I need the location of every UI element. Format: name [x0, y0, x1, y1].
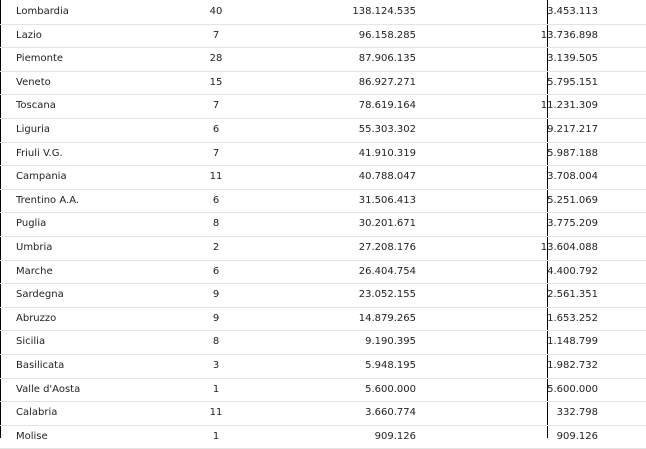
table-row	[0, 1, 646, 24]
total-cell: 909.126	[374, 430, 416, 442]
region-cell: Umbria	[16, 241, 53, 253]
average-cell: 13.736.898	[540, 29, 598, 41]
region-cell: Marche	[16, 265, 53, 277]
average-cell: 1.653.252	[547, 312, 598, 324]
table-row	[0, 260, 646, 284]
table-row	[0, 402, 646, 426]
total-cell: 41.910.319	[358, 147, 416, 159]
average-cell: 5.600.000	[547, 383, 598, 395]
count-cell: 15	[209, 76, 223, 88]
count-cell: 6	[212, 265, 220, 277]
average-cell: 4.400.792	[547, 265, 598, 277]
region-cell: Toscana	[16, 100, 56, 112]
region-cell: Puglia	[16, 218, 47, 230]
table-row	[0, 284, 646, 308]
total-cell: 31.506.413	[358, 194, 416, 206]
count-cell: 9	[212, 289, 220, 301]
table-row	[0, 142, 646, 166]
count-cell: 28	[209, 53, 223, 65]
regions-table-body	[0, 1, 646, 449]
region-cell: Abruzzo	[16, 312, 57, 324]
count-cell: 7	[212, 100, 220, 112]
average-cell: 2.561.351	[547, 289, 598, 301]
table-row	[0, 118, 646, 142]
count-cell: 7	[212, 29, 220, 41]
regions-table	[0, 1, 646, 449]
count-cell: 9	[212, 312, 220, 324]
total-cell: 5.948.195	[365, 359, 416, 371]
count-cell: 6	[212, 123, 220, 135]
count-cell: 2	[212, 241, 220, 253]
total-cell: 14.879.265	[358, 312, 416, 324]
total-cell: 23.052.155	[358, 289, 416, 301]
table-row	[0, 95, 646, 119]
average-cell: 3.775.209	[547, 218, 598, 230]
average-cell: 5.251.069	[547, 194, 598, 206]
region-cell: Sardegna	[16, 289, 64, 301]
count-cell: 1	[212, 383, 220, 395]
total-cell: 9.190.395	[365, 336, 416, 348]
total-cell: 55.303.302	[358, 123, 416, 135]
total-cell: 96.158.285	[358, 29, 416, 41]
region-cell: Friuli V.G.	[16, 147, 63, 159]
total-cell: 26.404.754	[358, 265, 416, 277]
table-row	[0, 71, 646, 95]
total-cell: 87.906.135	[358, 53, 416, 65]
table-row	[0, 425, 646, 449]
average-cell: 9.217.217	[547, 123, 598, 135]
region-cell: Liguria	[16, 123, 51, 135]
region-cell: Valle d'Aosta	[16, 383, 81, 395]
region-cell: Lazio	[16, 29, 42, 41]
average-cell: 5.987.188	[547, 147, 598, 159]
count-cell: 7	[212, 147, 220, 159]
table-row	[0, 189, 646, 213]
average-cell: 13.604.088	[540, 241, 598, 253]
table-row	[0, 24, 646, 48]
count-cell: 8	[212, 218, 220, 230]
total-cell: 86.927.271	[358, 76, 416, 88]
total-cell: 78.619.164	[358, 100, 416, 112]
total-cell: 3.660.774	[365, 407, 416, 419]
count-cell: 40	[209, 6, 223, 17]
region-cell: Veneto	[16, 76, 51, 88]
total-cell: 27.208.176	[358, 241, 416, 253]
table-row	[0, 166, 646, 190]
table-row	[0, 213, 646, 237]
region-cell: Calabria	[16, 407, 58, 419]
count-cell: 8	[212, 336, 220, 348]
table-row	[0, 378, 646, 402]
table-row	[0, 307, 646, 331]
region-cell: Trentino A.A.	[16, 194, 80, 206]
total-cell: 138.124.535	[352, 6, 416, 17]
average-cell: 3.139.505	[547, 53, 598, 65]
table-row	[0, 236, 646, 260]
count-cell: 1	[212, 430, 220, 442]
count-cell: 11	[209, 171, 223, 183]
average-cell: 5.795.151	[547, 76, 598, 88]
region-cell: Lombardia	[16, 6, 69, 17]
region-cell: Campania	[16, 171, 67, 183]
region-cell: Piemonte	[16, 53, 64, 65]
total-cell: 5.600.000	[365, 383, 416, 395]
average-cell: 3.708.004	[547, 171, 598, 183]
average-cell: 3.453.113	[547, 6, 598, 17]
count-cell: 3	[212, 359, 220, 371]
average-cell: 909.126	[556, 430, 598, 442]
total-cell: 30.201.671	[358, 218, 416, 230]
average-cell: 1.982.732	[547, 359, 598, 371]
table-row	[0, 354, 646, 378]
average-cell: 332.798	[556, 407, 598, 419]
average-cell: 1.148.799	[547, 336, 598, 348]
total-cell: 40.788.047	[358, 171, 416, 183]
region-cell: Molise	[16, 430, 48, 442]
count-cell: 6	[212, 194, 220, 206]
region-cell: Basilicata	[16, 359, 65, 371]
average-cell: 11.231.309	[540, 100, 598, 112]
table-row	[0, 48, 646, 72]
region-cell: Sicilia	[16, 336, 46, 348]
table-row	[0, 331, 646, 355]
count-cell: 11	[209, 407, 223, 419]
